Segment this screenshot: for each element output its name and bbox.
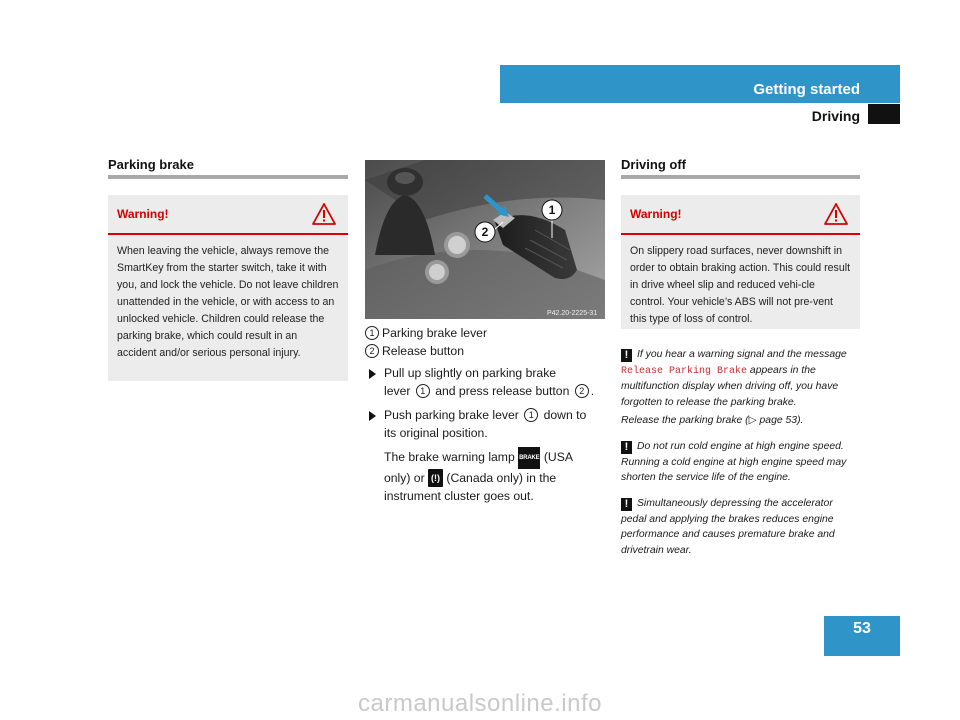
parking-brake-photo — [365, 160, 605, 319]
step-2-text-b: down to — [543, 408, 587, 422]
legend-number: 1 — [365, 326, 379, 340]
section-tab-marker — [868, 104, 900, 124]
step-2-number-1: 1 — [524, 408, 538, 422]
step-1-text-d: . — [590, 384, 595, 398]
warning-header — [108, 195, 348, 235]
warning-header — [621, 195, 860, 235]
note-text: Do not run cold engine at high engine speed. Running a cold engine at high engine speed may shorten the service life of the engine. — [621, 441, 847, 483]
step-2-text-c: its original position. — [384, 426, 488, 440]
step-1-text-a: Pull up slightly on parking brake — [384, 366, 557, 380]
legend-label: Release button — [382, 344, 464, 358]
step-1-number-1: 1 — [416, 384, 430, 398]
lamp-note-text-c: only) or — [384, 471, 425, 485]
warning-box-left — [108, 195, 348, 381]
photo-callout-2-label: 2 — [481, 225, 489, 239]
warning-text: On slippery road surfaces, never downshift in order to obtain braking action. This could result in drive wheel slip and reduced vehi-cle control. Your vehicle’s ABS will not pre-vent this type of loss of control. — [630, 245, 851, 325]
parking-brake-heading: Parking brake — [108, 157, 194, 172]
warning-text: When leaving the vehicle, always remove the SmartKey from the starter switch, take it with you, and lock the vehicle. Do not leave children unattended in the vehicle, or with access to an unlocked vehicle. Children could release the parking brake, which could result in an accident and/or serious personal injury. — [117, 245, 339, 359]
legend-label: Parking brake lever — [382, 326, 487, 340]
brake-warning-lamp-icon: BRAKE — [518, 447, 540, 469]
legend-item-1 — [365, 324, 487, 342]
legend-number: 2 — [365, 344, 379, 358]
warning-triangle-icon — [312, 203, 336, 225]
watermark: carmanualsonline.info — [358, 690, 602, 717]
warning-label: Warning! — [117, 207, 169, 221]
driving-off-heading: Driving off — [621, 157, 686, 172]
lamp-note-text-a: The brake warning lamp — [384, 450, 515, 464]
note-pedal-brake — [621, 496, 861, 558]
warning-label: Warning! — [630, 207, 682, 221]
lamp-note-text-b: (USA — [543, 450, 573, 464]
chapter-title: Getting started — [753, 81, 860, 98]
note-parking-brake-signal — [621, 347, 861, 410]
legend-item-2 — [365, 342, 464, 360]
caution-icon: ! — [621, 498, 632, 511]
lamp-note-text-d: (Canada only) in the — [446, 471, 557, 485]
step-1-text-c: and press release button — [435, 384, 570, 398]
note-text-b: appears in the multifunction display when driving off, you have forgotten to release the parking brake. — [621, 364, 839, 408]
chapter-header-band — [500, 65, 900, 103]
step-bullet-icon — [369, 411, 376, 421]
step-bullet-icon — [369, 369, 376, 379]
warning-triangle-icon — [824, 203, 848, 225]
note-cold-engine — [621, 439, 861, 486]
step-1-number-2: 2 — [575, 384, 589, 398]
display-message: Release Parking Brake — [621, 365, 748, 377]
caution-icon: ! — [621, 349, 632, 362]
warning-box-right — [621, 195, 860, 329]
note-text-a: If you hear a warning signal and the message — [637, 349, 847, 360]
step-2-text-a: Push parking brake lever — [384, 408, 519, 422]
lamp-note — [384, 447, 614, 505]
photo-callout-1-label: 1 — [548, 203, 556, 217]
section-rule-right — [621, 175, 860, 179]
section-rule-left — [108, 175, 348, 179]
step-1-text-b: lever — [384, 384, 411, 398]
page-number: 53 — [853, 620, 871, 637]
step-2 — [384, 406, 614, 442]
section-title: Driving — [811, 108, 860, 124]
note-text: Simultaneously depressing the accelerator pedal and applying the brakes reduces engine performance and causes premature brake and drivetrain wear. — [621, 498, 835, 556]
page-number-box — [824, 616, 900, 656]
lamp-note-text-e: instrument cluster goes out. — [384, 489, 534, 503]
note-release-reference: Release the parking brake (▷ page 53). — [621, 415, 804, 426]
step-1 — [384, 364, 614, 400]
caution-icon: ! — [621, 441, 632, 454]
canada-brake-lamp-icon: (!) — [428, 469, 443, 487]
photo-code: P42.20-2225-31 — [547, 310, 598, 317]
